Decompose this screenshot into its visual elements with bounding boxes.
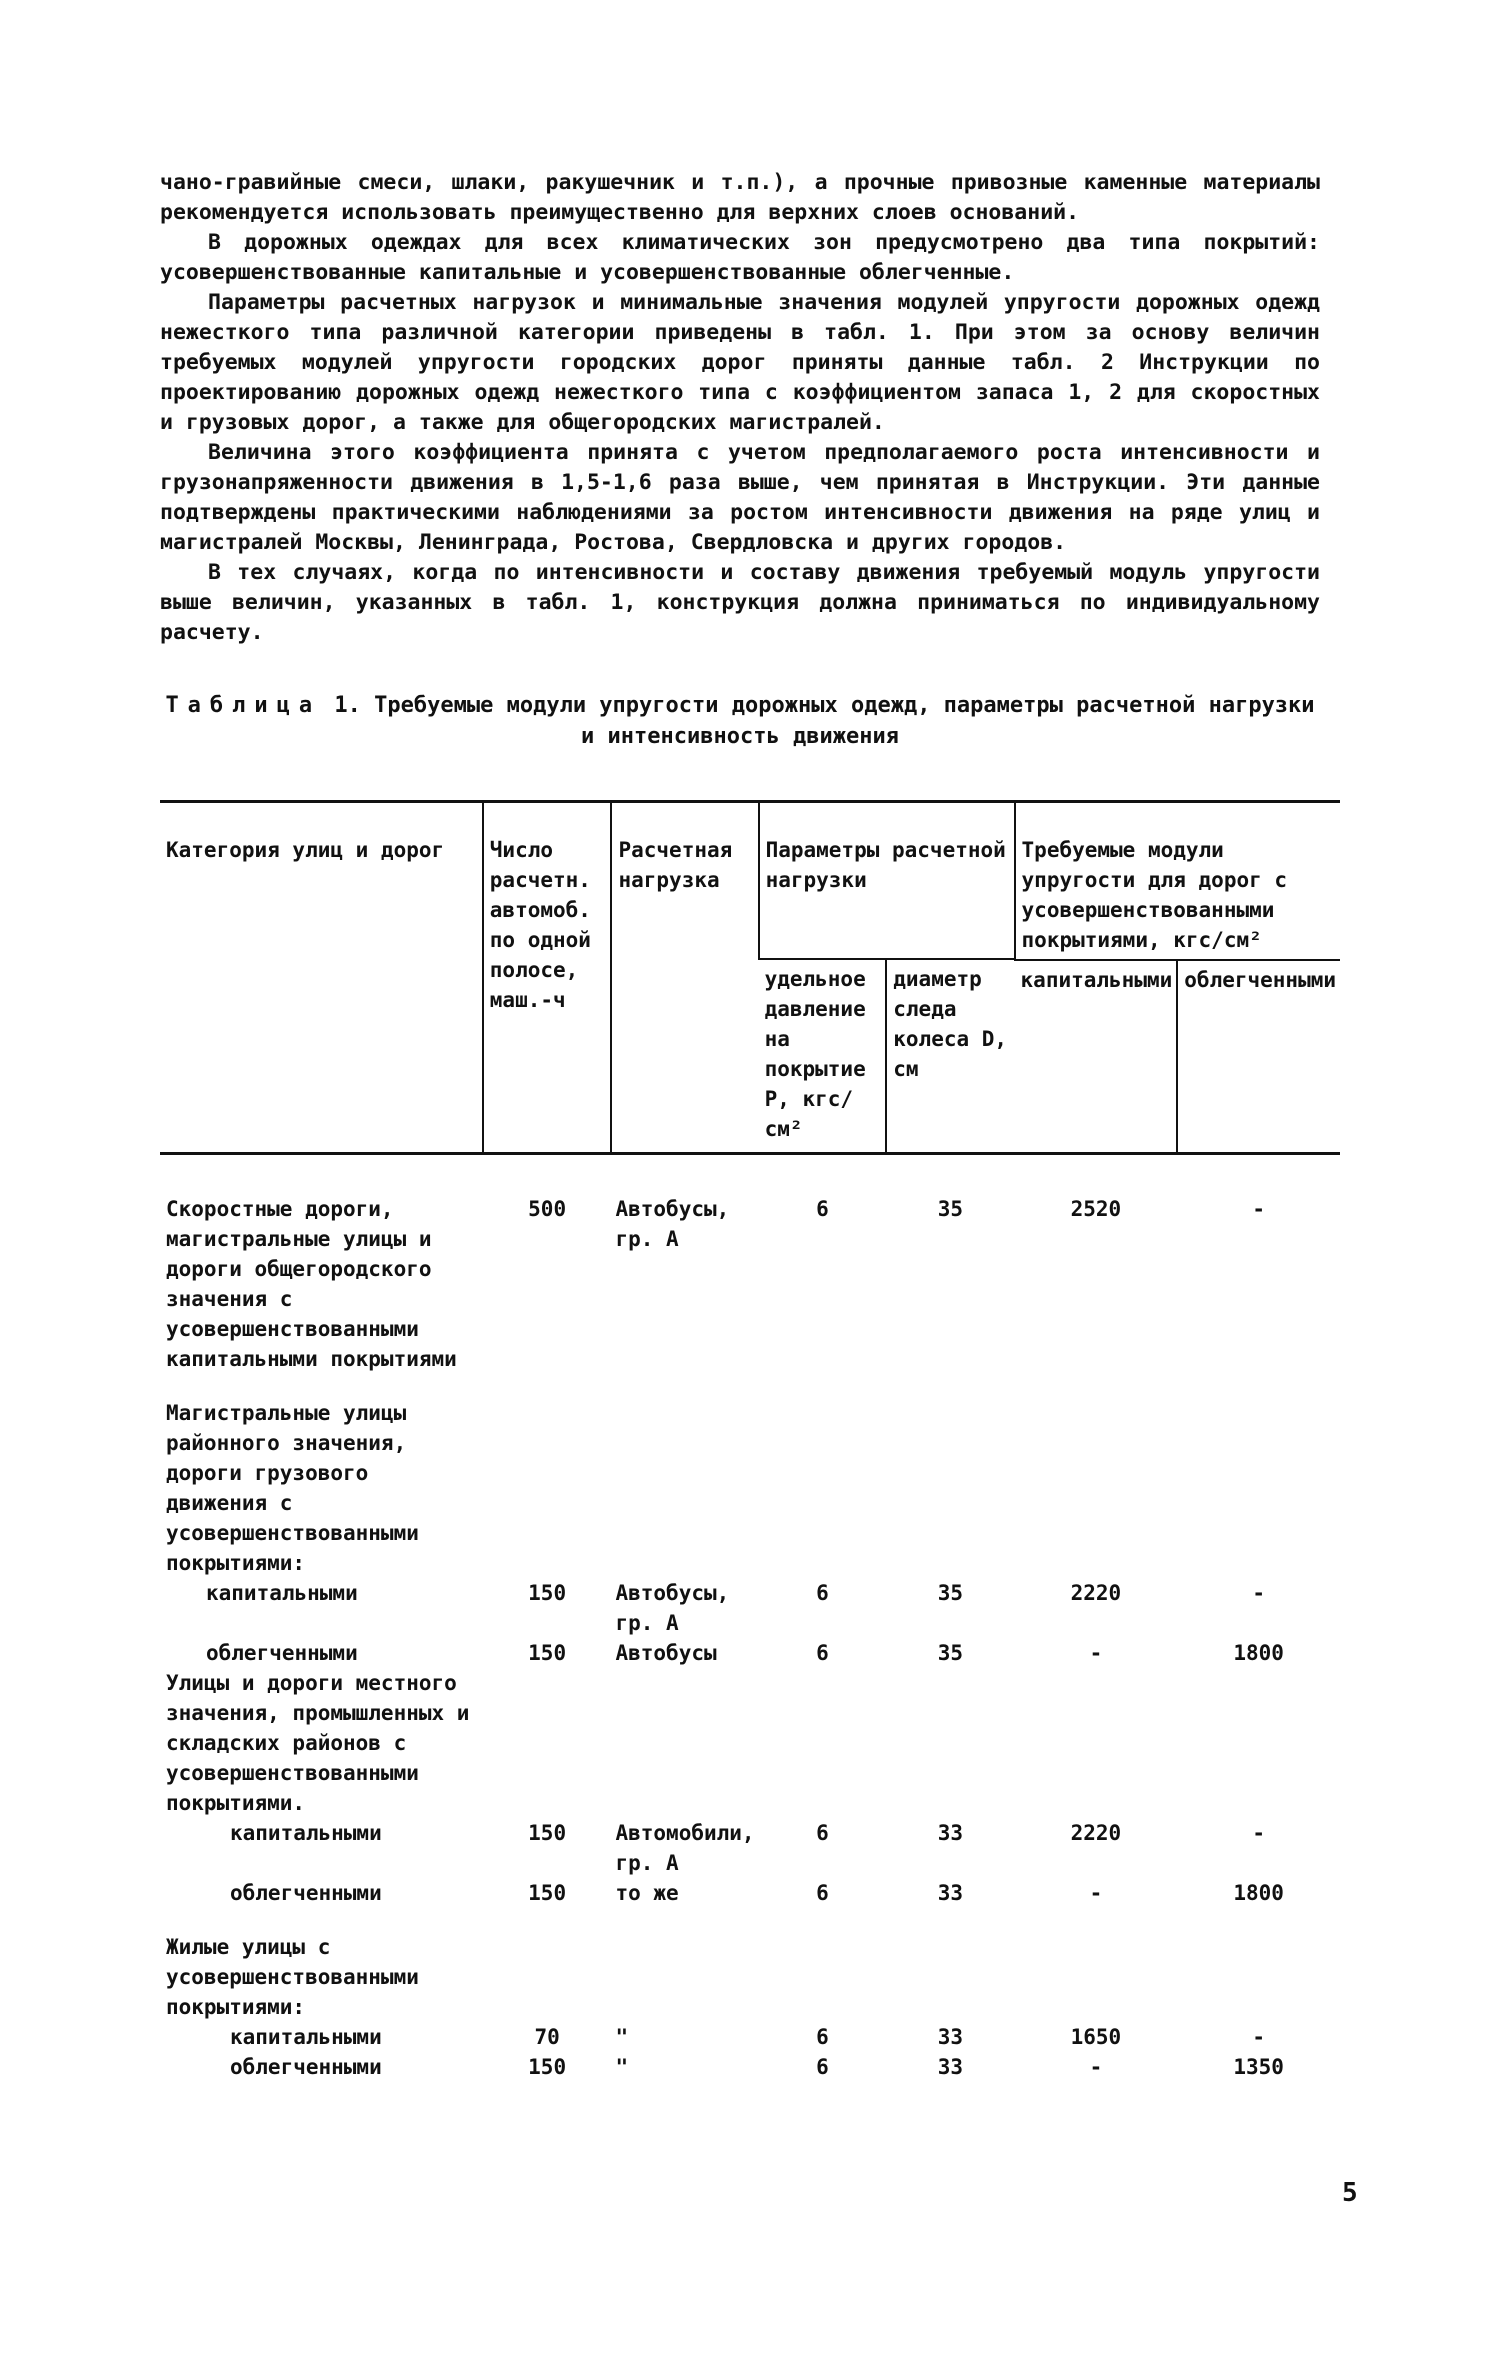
paragraph-4: Величина этого коэффициента принята с учетом предполагаемого роста интенсивности и грузонапряженности движения в 1,5-1,6 раза выше, чем принятая в Инструкции. Эти данные подтверждены практическими наблюдениями за ростом интенсивности движения на ряде улиц и магистралей Москвы, Ленинграда, Ростова, Свердловска и других городов. (160, 440, 1320, 555)
cell-light (1177, 1398, 1340, 1578)
cell-category: Скоростные дороги, магистральные улицы и дороги общегородского значения с усовершенствованными капитальными покрытиями (166, 1196, 457, 1371)
cell-diameter (886, 1668, 1014, 1818)
cell-count: 500 (528, 1196, 567, 1221)
paragraph-1: чано-гравийные смеси, шлаки, ракушечник и т.п.), а прочные привозные каменные материалы рекомендуется использовать преимущественно для верхних слоев оснований. (160, 170, 1320, 225)
table-row (160, 1194, 1340, 1374)
moduli-table (160, 800, 1340, 2082)
cell-capital (1015, 1668, 1178, 1818)
cell-light: - (1252, 1196, 1265, 1221)
cell-count: 150 (528, 1640, 567, 1665)
cell-category: Магистральные улицы районного значения, дороги грузового движения с усовершенствованными покрытиями: (166, 1400, 419, 1575)
cell-load (611, 1932, 758, 2022)
cell-light (1177, 1932, 1340, 2022)
cell-diameter: 35 (937, 1580, 964, 1605)
cell-count (483, 1398, 612, 1578)
header-load: Расчетная нагрузка (611, 802, 758, 1154)
cell-pressure: 6 (816, 1820, 829, 1845)
cell-load: Автомобили, гр. А (615, 1820, 755, 1875)
cell-pressure: 6 (816, 2054, 829, 2079)
cell-category: капитальными (206, 1580, 358, 1605)
header-category: Категория улиц и дорог (166, 838, 445, 862)
paragraph-3: Параметры расчетных нагрузок и минимальные значения модулей упругости дорожных одежд нежесткого типа различной категории приведены в табл. 1. При этом за основу величин требуемых модулей упругости городских дорог приняты данные табл. 2 Инструкции по проектированию дорожных одежд нежесткого типа с коэффициентом запаса 1, 2 для скоростных и грузовых дорог, а также для общегородских магистралей. (160, 290, 1320, 435)
cell-load: то же (615, 1880, 679, 1905)
table-row (160, 1818, 1340, 1878)
cell-capital (1015, 1932, 1178, 2022)
cell-light (1177, 1668, 1340, 1818)
cell-load: Автобусы (615, 1640, 717, 1665)
cell-pressure (759, 1398, 887, 1578)
table-header (160, 802, 1340, 1154)
cell-capital: - (1089, 1880, 1103, 1905)
cell-capital: - (1089, 2054, 1103, 2079)
cell-count (483, 1932, 612, 2022)
cell-diameter: 35 (937, 1196, 964, 1221)
cell-category: облегченными (230, 1880, 382, 1905)
cell-diameter (886, 1398, 1014, 1578)
cell-capital: 1650 (1070, 2024, 1122, 2049)
paragraph-2: В дорожных одеждах для всех климатических зон предусмотрено два типа покрытий: усовершенствованные капитальные и усовершенствованные облегченные. (160, 230, 1320, 285)
cell-count: 150 (528, 1820, 567, 1845)
cell-count (483, 1668, 612, 1818)
cell-diameter: 33 (937, 1880, 964, 1905)
cell-pressure: 6 (816, 1196, 829, 1221)
cell-light: - (1252, 1820, 1265, 1845)
cell-pressure: 6 (816, 1640, 829, 1665)
cell-capital: 2520 (1070, 1196, 1122, 1221)
cell-light: 1350 (1233, 2054, 1284, 2079)
cell-light: - (1252, 1580, 1265, 1605)
cell-load: Автобусы, гр. А (615, 1580, 730, 1635)
header-pressure: удельное давление на покрытие P, кгс/см² (759, 959, 887, 1154)
table-caption-label: Таблица (165, 693, 322, 718)
cell-light: 1800 (1233, 1640, 1284, 1665)
cell-pressure: 6 (816, 1880, 829, 1905)
cell-diameter: 33 (937, 2024, 964, 2049)
cell-category: капитальными (230, 1820, 382, 1845)
header-params: Параметры расчетной нагрузки (759, 802, 1015, 960)
cell-load (611, 1398, 758, 1578)
cell-load: Автобусы, гр. А (615, 1196, 730, 1251)
table-row (160, 1878, 1340, 1908)
cell-diameter: 35 (937, 1640, 964, 1665)
cell-pressure: 6 (816, 2024, 829, 2049)
table-row (160, 1932, 1340, 2022)
cell-category: облегченными (206, 1640, 358, 1665)
cell-count: 70 (534, 2024, 560, 2049)
table-row (160, 2052, 1340, 2082)
table-row (160, 1638, 1340, 1668)
header-capital: капитальными (1015, 960, 1178, 1154)
cell-pressure (759, 1668, 887, 1818)
table-row (160, 1668, 1340, 1818)
table-caption-text: 1. Требуемые модули упругости дорожных одежд, параметры расчетной нагрузки и интенсивность движения (334, 693, 1315, 749)
page-number: 5 (1342, 2178, 1358, 2208)
cell-count: 150 (528, 2054, 567, 2079)
cell-light: 1800 (1233, 1880, 1284, 1905)
cell-capital: - (1089, 1640, 1103, 1665)
cell-capital: 2220 (1070, 1580, 1122, 1605)
cell-pressure (759, 1932, 887, 2022)
cell-diameter: 33 (937, 2054, 964, 2079)
cell-category: облегченными (230, 2054, 382, 2079)
table-body (160, 1154, 1340, 2082)
table-row (160, 1578, 1340, 1638)
header-light: облегченными (1177, 960, 1340, 1154)
table-row (160, 2022, 1340, 2052)
cell-category: Жилые улицы с усовершенствованными покрытиями: (166, 1934, 419, 2019)
cell-category: капитальными (230, 2024, 382, 2049)
cell-count: 150 (528, 1580, 567, 1605)
cell-load (611, 1668, 758, 1818)
cell-count: 150 (528, 1880, 567, 1905)
paragraph-5: В тех случаях, когда по интенсивности и составу движения требуемый модуль упругости выше величин, указанных в табл. 1, конструкция должна приниматься по индивидуальному расчету. (160, 560, 1320, 645)
header-count: Число расчетн. автомоб. по одной полосе, маш.-ч (483, 802, 612, 1154)
cell-pressure: 6 (816, 1580, 829, 1605)
table-row (160, 1398, 1340, 1578)
cell-category: Улицы и дороги местного значения, промышленных и складских районов с усовершенствованными покрытиями. (166, 1670, 470, 1815)
cell-load: " (615, 2024, 629, 2049)
document-page (160, 168, 1336, 2082)
table-caption (160, 690, 1320, 752)
cell-capital: 2220 (1070, 1820, 1122, 1845)
cell-load: " (615, 2054, 629, 2079)
header-moduli: Требуемые модули упругости для дорог с усовершенствованными покрытиями, кгс/см² (1015, 802, 1340, 960)
cell-capital (1015, 1398, 1178, 1578)
cell-diameter (886, 1932, 1014, 2022)
cell-diameter: 33 (937, 1820, 964, 1845)
header-diameter: диаметр следа колеса D, см (886, 959, 1014, 1154)
cell-light: - (1252, 2024, 1265, 2049)
